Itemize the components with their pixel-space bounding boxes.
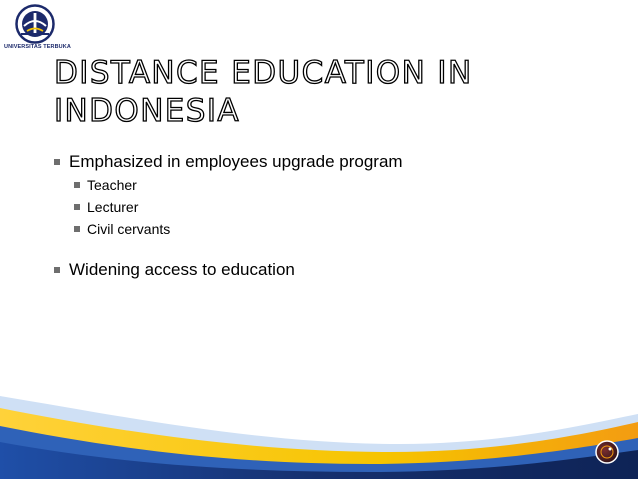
round-logo-badge-icon	[596, 441, 618, 463]
decorative-wave-icon	[0, 386, 638, 479]
sub-bullet-text: Lecturer	[87, 199, 139, 215]
sub-bullet-text: Civil cervants	[87, 221, 171, 237]
university-emblem-icon	[15, 4, 55, 44]
bullet-square-icon	[74, 226, 80, 232]
sub-bullet-item	[52, 196, 612, 218]
slide-title: DISTANCE EDUCATION IN INDONESIA	[54, 55, 473, 129]
bullet-square-icon	[54, 159, 60, 165]
bullet-item	[52, 258, 612, 282]
bullet-square-icon	[74, 182, 80, 188]
bullet-item	[52, 150, 612, 174]
bullet-square-icon	[54, 267, 60, 273]
bullet-text: Emphasized in employees upgrade program	[69, 152, 403, 171]
sub-bullet-item	[52, 174, 612, 196]
sub-bullet-text: Teacher	[87, 177, 137, 193]
university-logo	[4, 2, 71, 54]
sub-bullet-item	[52, 218, 612, 240]
bullet-square-icon	[74, 204, 80, 210]
university-name: UNIVERSITAS TERBUKA	[4, 44, 71, 50]
bullet-list	[52, 150, 612, 282]
footer-decoration	[0, 386, 638, 479]
bullet-text: Widening access to education	[69, 260, 295, 279]
